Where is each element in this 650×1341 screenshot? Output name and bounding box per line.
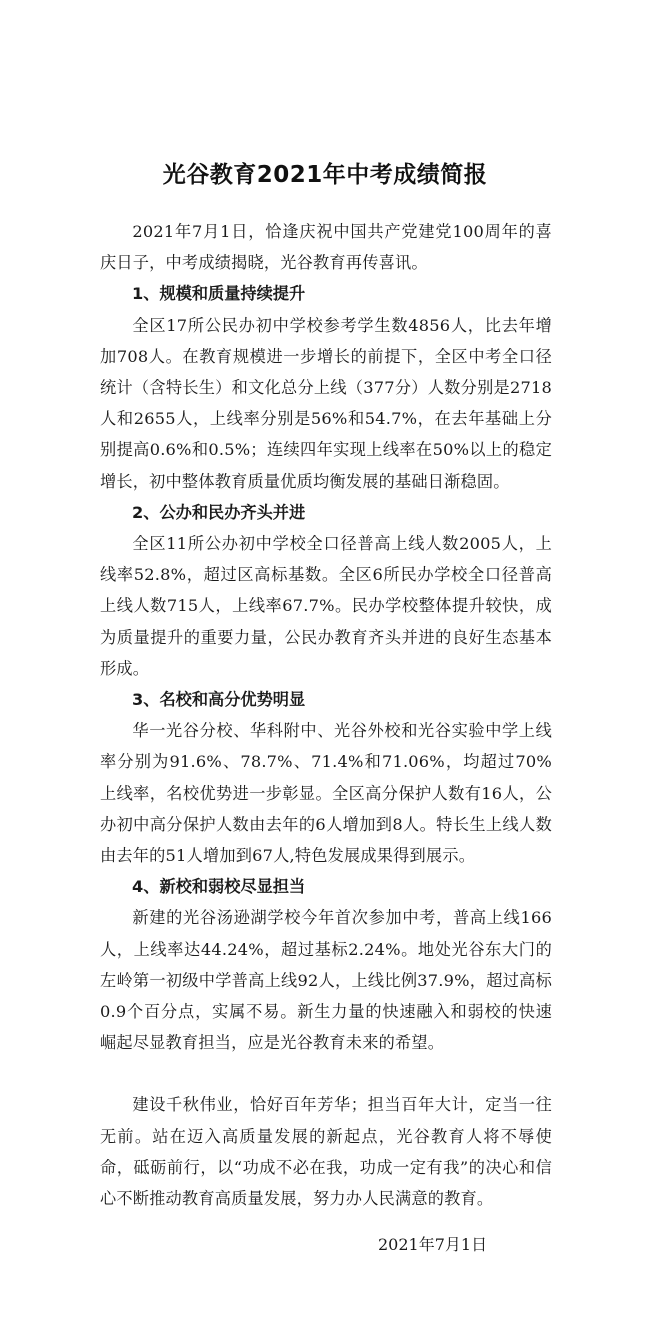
paragraph-gap (100, 1058, 552, 1089)
section-4 (100, 871, 552, 1058)
document-body (100, 216, 552, 1214)
section-paragraph: 全区11所公办初中学校全口径普高上线人数2005人，上线率52.8%，超过区高标基数。全区6所民办学校全口径普高上线人数715人，上线率67.7%。民办学校整体提升较快，成为质量提升的重要力量，公民办教育齐头并进的良好生态基本形成。 (100, 534, 552, 678)
document-date: 2021年7月1日 (378, 1235, 488, 1254)
intro-paragraph: 2021年7月1日，恰逢庆祝中国共产党建党100周年的喜庆日子，中考成绩揭晓，光谷教育再传喜讯。 (100, 222, 552, 273)
section-heading: 4、新校和弱校尽显担当 (132, 877, 306, 897)
section-3 (100, 684, 552, 871)
section-heading: 3、名校和高分优势明显 (132, 690, 306, 710)
section-paragraph: 全区17所公民办初中学校参考学生数4856人，比去年增加708人。在教育规模进一步增长的前提下，全区中考全口径统计（含特长生）和文化总分上线（377分）人数分别是2718人和2655人，上线率分别是56%和54.7%，在去年基础上分别提高0.6%和0.5%；连续四年实现上线率在50%以上的稳定增长，初中整体教育质量优质均衡发展的基础日渐稳固。 (100, 315, 552, 491)
section-1 (100, 278, 552, 496)
section-paragraph: 新建的光谷汤逊湖学校今年首次参加中考，普高上线166人，上线率达44.24%，超过基标2.24%。地处光谷东大门的左岭第一初级中学普高上线92人，上线比例37.9%，超过高标0.9个百分点，实属不易。新生力量的快速融入和弱校的快速崛起尽显教育担当，应是光谷教育未来的希望。 (100, 908, 552, 1053)
closing-paragraph: 建设千秋伟业，恰好百年芳华；担当百年大计，定当一往无前。站在迈入高质量发展的新起点，光谷教育人将不辱使命，砥砺前行，以“功成不必在我，功成一定有我”的决心和信心不断推动教育高质量发展，努力办人民满意的教育。 (100, 1095, 552, 1209)
page-title: 光谷教育2021年中考成绩简报 (162, 162, 488, 188)
section-2 (100, 497, 552, 684)
section-heading: 1、规模和质量持续提升 (132, 284, 306, 304)
section-paragraph: 华一光谷分校、华科附中、光谷外校和光谷实验中学上线率分别为91.6%、78.7%、71.4%和71.06%，均超过70%上线率，名校优势进一步彰显。全区高分保护人数有16人，公办初中高分保护人数由去年的6人增加到8人。特长生上线人数由去年的51人增加到67人,特色发展成果得到展示。 (100, 721, 552, 866)
section-heading: 2、公办和民办齐头并进 (132, 502, 306, 522)
